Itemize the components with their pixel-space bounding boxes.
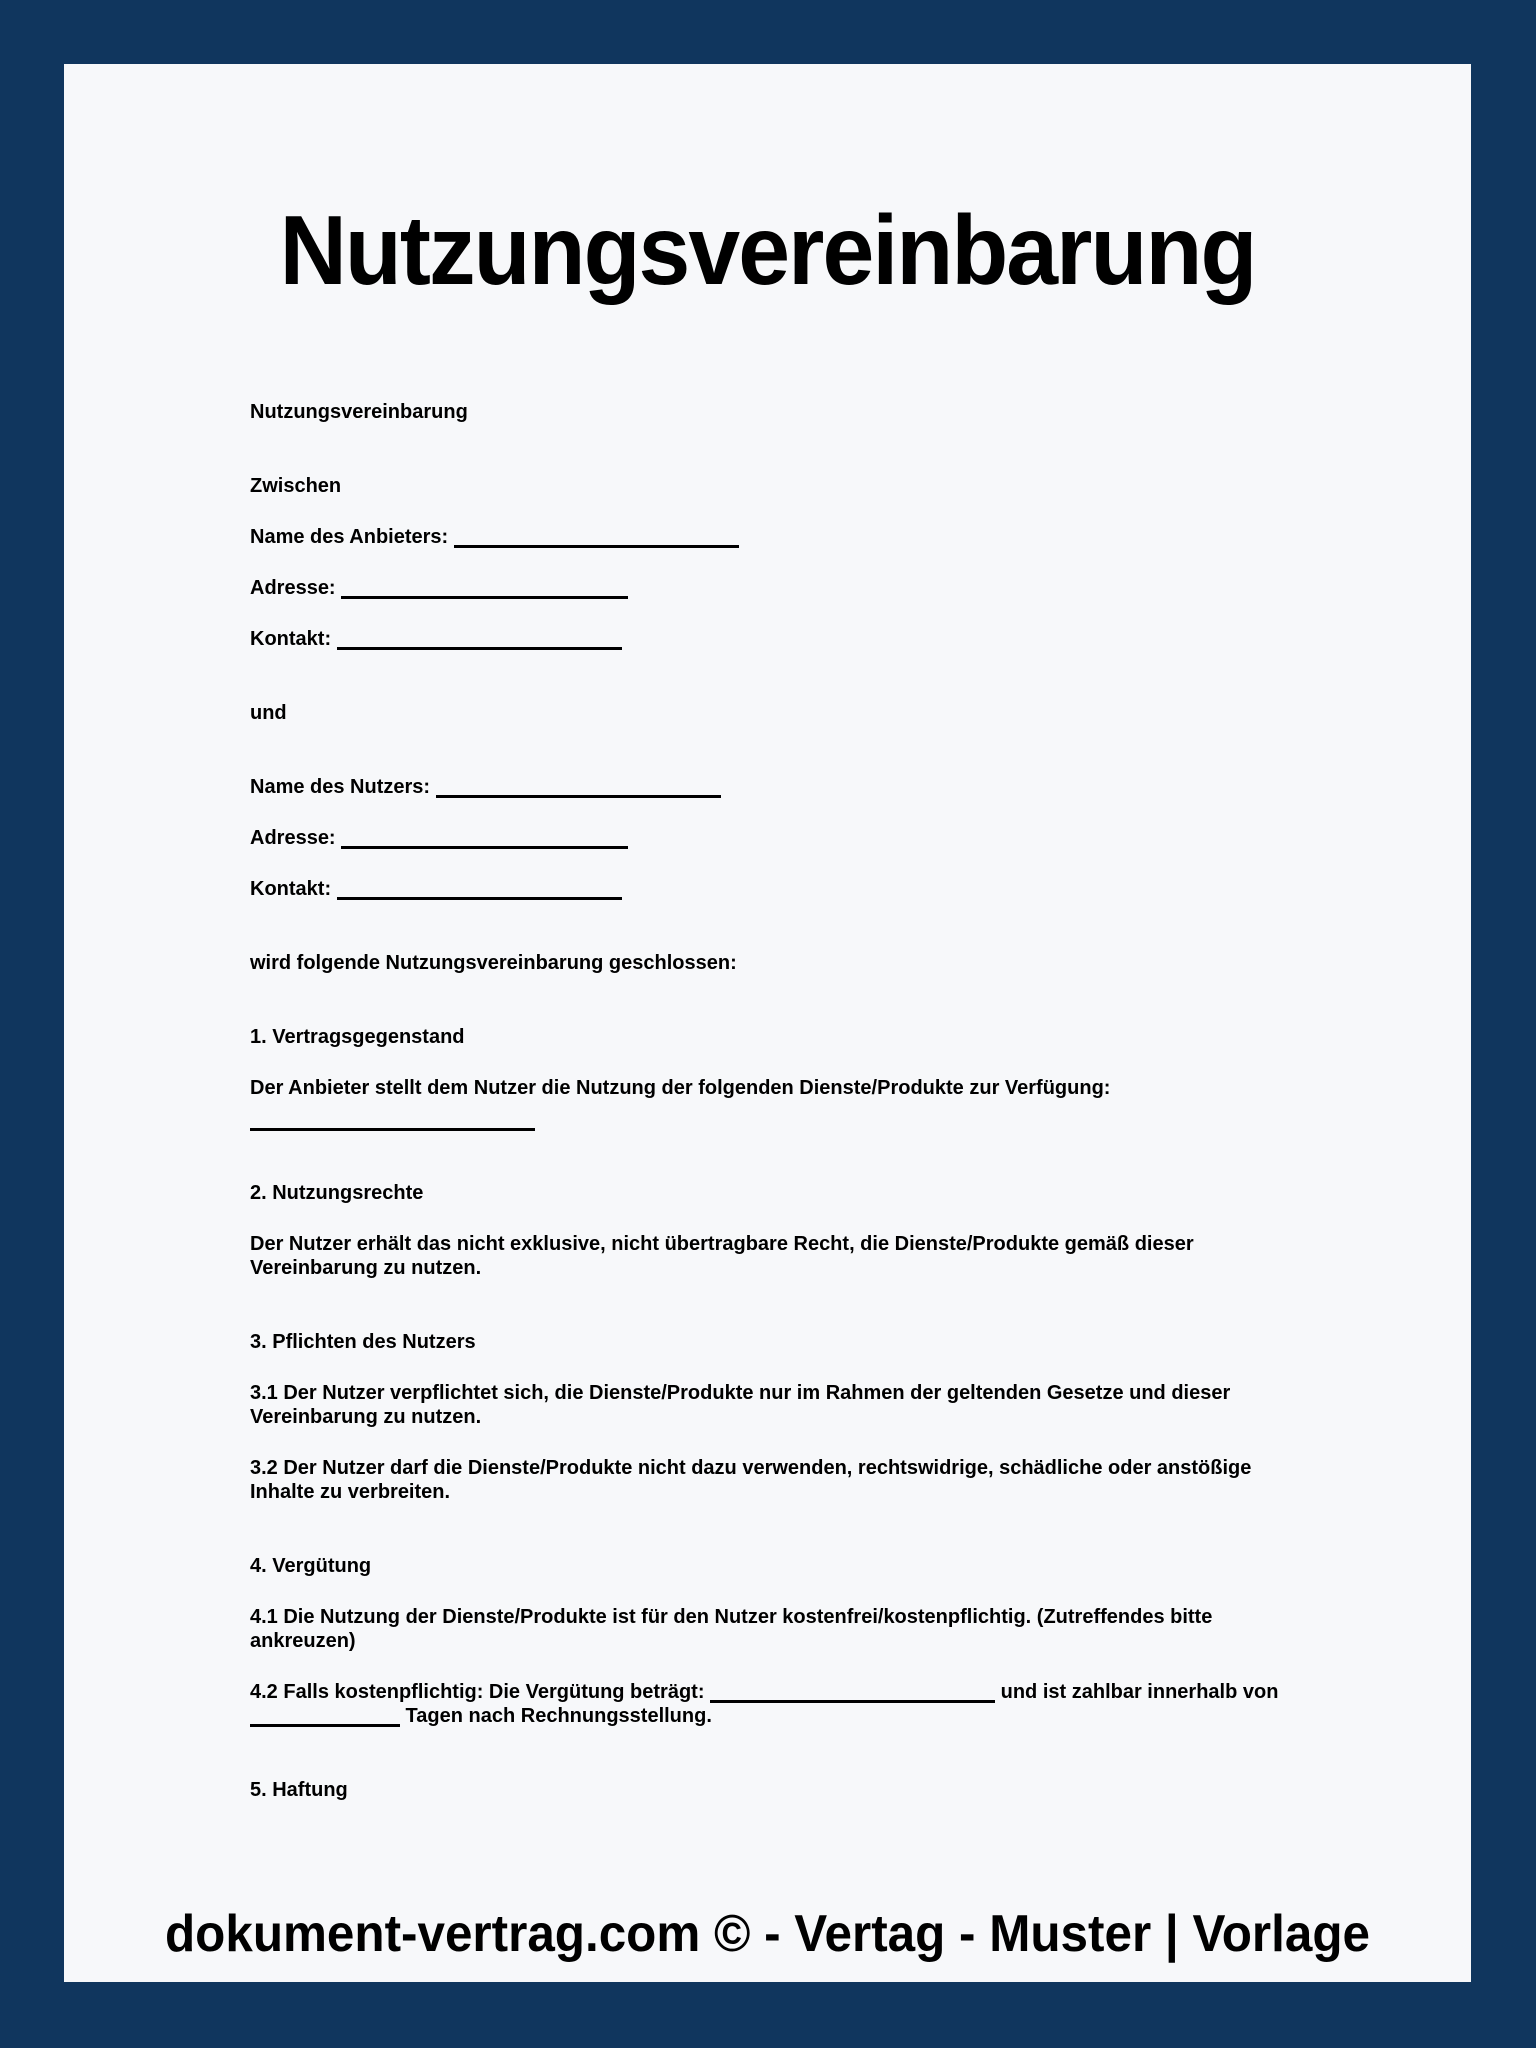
footer-credit: dokument-vertrag.com © - Vertag - Muster | Vorlage xyxy=(165,1905,1370,1963)
blank-line xyxy=(341,845,628,849)
paragraph xyxy=(250,474,1285,498)
paragraph-text: wird folgende Nutzungsvereinbarung geschlossen: xyxy=(250,952,737,974)
form-field-line xyxy=(250,775,1285,799)
paragraph xyxy=(250,1381,1285,1429)
paragraph-text: Kontakt: xyxy=(250,628,337,650)
blank-line xyxy=(710,1699,995,1703)
paragraph-text: 3. Pflichten des Nutzers xyxy=(250,1331,476,1353)
blank-line xyxy=(337,896,622,900)
paragraph-text: und ist zahlbar innerhalb von xyxy=(995,1681,1279,1703)
blank-line xyxy=(341,595,628,599)
paragraph-text: 4. Vergütung xyxy=(250,1555,372,1577)
blank-line xyxy=(454,544,739,548)
blank-line xyxy=(337,646,622,650)
paragraph-text: Zwischen xyxy=(250,475,342,497)
paragraph-text: Adresse: xyxy=(250,827,342,849)
form-field-line xyxy=(250,877,1285,901)
paragraph-text: Nutzungsvereinbarung xyxy=(250,401,468,423)
paragraph xyxy=(250,1232,1285,1280)
paragraph xyxy=(250,1680,1285,1728)
paragraph-text: Der Nutzer erhält das nicht exklusive, nicht übertragbare Recht, die Dienste/Produkte gemäß dieser Vereinbarung zu nutzen. xyxy=(250,1233,1194,1279)
paragraph-text: 3.2 Der Nutzer darf die Dienste/Produkte nicht dazu verwenden, rechtswidrige, schädliche oder anstößige Inhalte zu verbreiten. xyxy=(250,1457,1252,1503)
paragraph xyxy=(250,701,1285,725)
paragraph xyxy=(250,1605,1285,1653)
paragraph xyxy=(250,1456,1285,1504)
form-field-line xyxy=(250,525,1285,549)
paragraph-text: Name des Nutzers: xyxy=(250,776,436,798)
paragraph-text: Der Anbieter stellt dem Nutzer die Nutzung der folgenden Dienste/Produkte zur Verfügung: xyxy=(250,1077,1111,1099)
section-heading xyxy=(250,1181,1285,1205)
section-heading xyxy=(250,1330,1285,1354)
form-field-line xyxy=(250,576,1285,600)
paragraph-text: 1. Vertragsgegenstand xyxy=(250,1026,465,1048)
document-body xyxy=(250,400,1285,1802)
paragraph xyxy=(250,1076,1285,1131)
blank-line xyxy=(436,794,721,798)
doc-heading xyxy=(250,400,1285,424)
paragraph-text: 4.1 Die Nutzung der Dienste/Produkte ist für den Nutzer kostenfrei/kostenpflichtig. (Zutreffendes bitte ankreuzen) xyxy=(250,1606,1213,1652)
document-title: Nutzungsvereinbarung xyxy=(279,195,1256,305)
paragraph-text: 4.2 Falls kostenpflichtig: Die Vergütung beträgt: xyxy=(250,1681,711,1703)
paragraph-text: 5. Haftung xyxy=(250,1779,348,1801)
paragraph-text: Name des Anbieters: xyxy=(250,526,454,548)
section-heading xyxy=(250,1025,1285,1049)
paragraph-text: 3.1 Der Nutzer verpflichtet sich, die Dienste/Produkte nur im Rahmen der geltenden Gesetze und dieser Vereinbarung zu nutzen. xyxy=(250,1382,1231,1428)
paragraph-text: Adresse: xyxy=(250,577,342,599)
form-field-line xyxy=(250,627,1285,651)
paragraph-text: Tagen nach Rechnungsstellung. xyxy=(400,1705,712,1727)
form-field-line xyxy=(250,826,1285,850)
paragraph-text: und xyxy=(250,702,287,724)
paragraph xyxy=(250,951,1285,975)
paragraph-text: Kontakt: xyxy=(250,878,337,900)
document-page xyxy=(64,64,1471,1982)
section-heading xyxy=(250,1778,1285,1802)
blank-line xyxy=(250,1723,400,1727)
section-heading xyxy=(250,1554,1285,1578)
paragraph-text: 2. Nutzungsrechte xyxy=(250,1182,424,1204)
blank-line xyxy=(250,1104,535,1131)
